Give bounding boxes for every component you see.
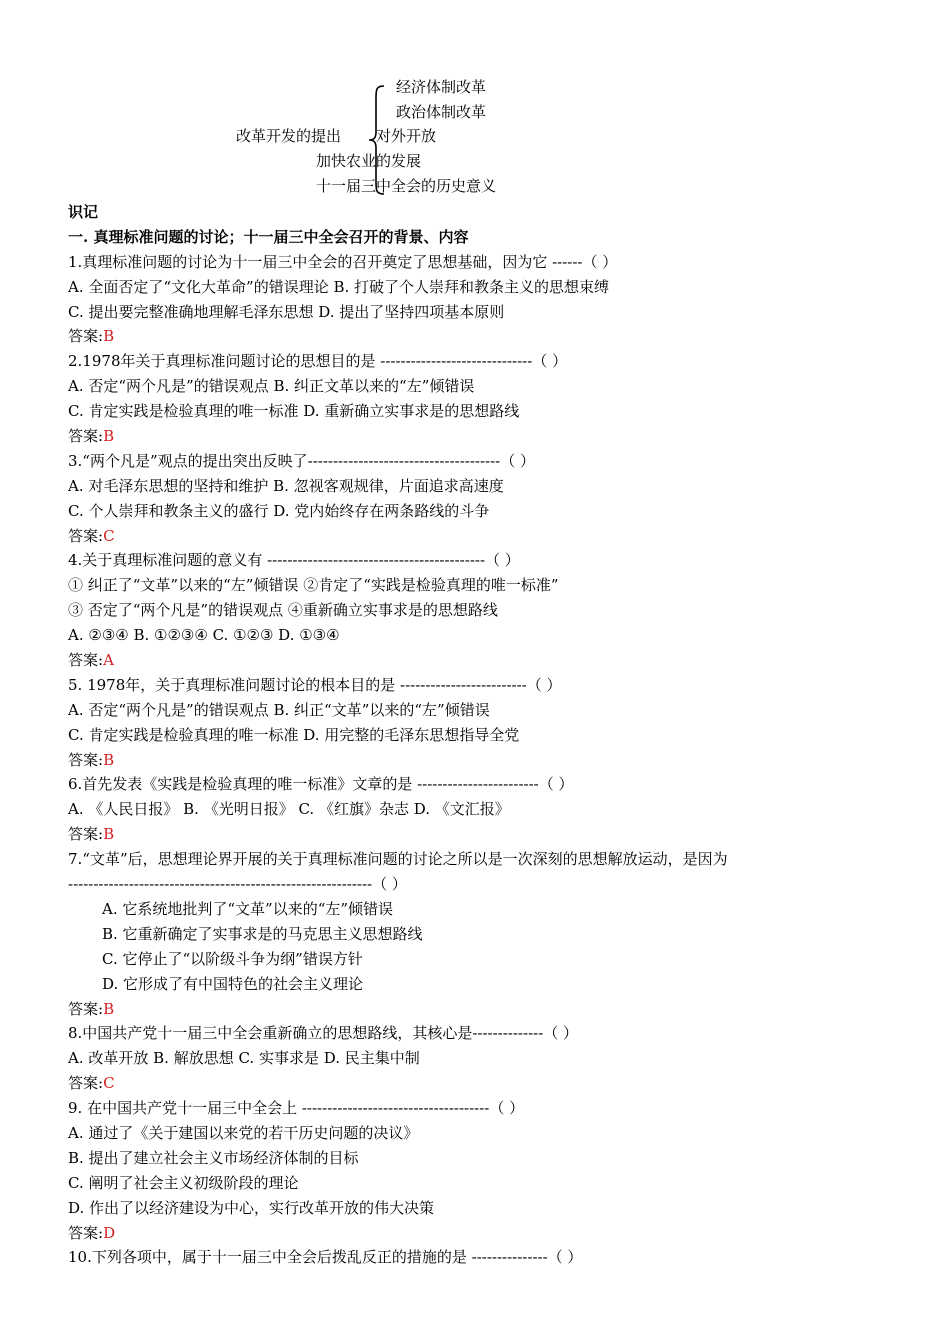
answer-label: 答案: — [68, 999, 104, 1018]
answer-value: B — [103, 750, 115, 769]
answer-value: B — [103, 427, 115, 446]
question-stem: 6.首先发表《实践是检验真理的唯一标准》文章的是 ------------------------（ ） — [68, 775, 574, 794]
answer-label: 答案: — [68, 427, 104, 446]
answer-label: 答案: — [68, 1074, 104, 1093]
question-option: A. 全面否定了“文化大革命”的错误理论 B. 打破了个人崇拜和教条主义的思想束缚 — [68, 277, 610, 296]
outline-tree — [0, 0, 950, 210]
outline-branch: 十一届三中全会的历史意义 — [316, 177, 497, 195]
question-list — [68, 200, 898, 1270]
question-option: A. 通过了《关于建国以来党的若干历史问题的决议》 — [68, 1123, 419, 1142]
question-stem: 3.“两个凡是”观点的提出突出反映了--------------------------------------（ ） — [68, 451, 536, 470]
answer-line — [68, 424, 898, 449]
question-option: B. 提出了建立社会主义市场经济体制的目标 — [68, 1148, 359, 1167]
answer-label: 答案: — [68, 651, 104, 670]
outline-branch: 政治体制改革 — [396, 103, 487, 121]
question-stem: 1.真理标准问题的讨论为十一届三中全会的召开奠定了思想基础，因为它 ------（ ） — [68, 252, 618, 271]
question-stem: 5. 1978年，关于真理标准问题讨论的根本目的是 -------------------------（ ） — [68, 675, 562, 694]
question-stem: 9. 在中国共产党十一届三中全会上 -------------------------------------（ ） — [68, 1099, 525, 1118]
answer-label: 答案: — [68, 327, 104, 346]
section-label: 识记 — [68, 203, 99, 221]
outline-branch: 加快农业的发展 — [316, 152, 422, 170]
answer-value: B — [103, 327, 115, 346]
question-option: A. 否定“两个凡是”的错误观点 B. 纠正“文革”以来的“左”倾错误 — [68, 700, 490, 719]
answer-value: C — [103, 1074, 115, 1093]
answer-value: A — [103, 651, 114, 670]
section-title: 一. 真理标准问题的讨论；十一届三中全会召开的背景、内容 — [68, 227, 469, 246]
question-option: C. 肯定实践是检验真理的唯一标准 D. 用完整的毛泽东思想指导全党 — [68, 725, 520, 744]
question-stem: 4.关于真理标准问题的意义有 -------------------------------------------（ ） — [68, 551, 520, 570]
question-option: C. 阐明了社会主义初级阶段的理论 — [68, 1173, 299, 1192]
answer-line — [68, 1071, 898, 1096]
answer-line — [68, 997, 898, 1022]
question-option: A. 改革开放 B. 解放思想 C. 实事求是 D. 民主集中制 — [68, 1049, 420, 1068]
answer-line — [68, 822, 898, 847]
answer-label: 答案: — [68, 750, 104, 769]
answer-line — [68, 1221, 898, 1246]
answer-label: 答案: — [68, 526, 104, 545]
answer-value: C — [103, 526, 115, 545]
question-stem-continued: ------------------------------------------------------------（ ） — [68, 875, 407, 894]
answer-line — [68, 648, 898, 673]
question-option: D. 它形成了有中国特色的社会主义理论 — [102, 974, 364, 993]
outline-branch: 对外开放 — [376, 127, 437, 145]
question-option: C. 肯定实践是检验真理的唯一标准 D. 重新确立实事求是的思想路线 — [68, 402, 520, 421]
question-stem: 10.下列各项中，属于十一届三中全会后拨乱反正的措施的是 ---------------（ ） — [68, 1248, 583, 1267]
question-option: ③ 否定了“两个凡是”的错误观点 ④重新确立实事求是的思想路线 — [68, 601, 498, 620]
question-option: C. 提出要完整准确地理解毛泽东思想 D. 提出了坚持四项基本原则 — [68, 302, 505, 321]
answer-value: B — [103, 999, 115, 1018]
answer-value: D — [103, 1223, 116, 1242]
answer-value: B — [103, 825, 115, 844]
outline-root: 改革开发的提出 — [236, 127, 342, 145]
answer-line — [68, 748, 898, 773]
question-option: A. 否定“两个凡是”的错误观点 B. 纠正文革以来的“左”倾错误 — [68, 377, 475, 396]
question-option: A. 《人民日报》 B. 《光明日报》 C. 《红旗》杂志 D. 《文汇报》 — [68, 800, 510, 819]
outline-branch: 经济体制改革 — [396, 78, 487, 96]
question-stem: 8.中国共产党十一届三中全会重新确立的思想路线，其核心是--------------（ ） — [68, 1024, 579, 1043]
question-option: D. 作出了以经济建设为中心，实行改革开放的伟大决策 — [68, 1198, 435, 1217]
answer-label: 答案: — [68, 1223, 104, 1242]
answer-label: 答案: — [68, 825, 104, 844]
question-option: A. 它系统地批判了“文革”以来的“左”倾错误 — [102, 899, 394, 918]
answer-line — [68, 324, 898, 349]
question-option: ① 纠正了“文革”以来的“左”倾错误 ②肯定了“实践是检验真理的唯一标准” — [68, 576, 559, 595]
question-stem: 2.1978年关于真理标准问题讨论的思想目的是 ------------------------------（ ） — [68, 352, 568, 371]
question-option: B. 它重新确定了实事求是的马克思主义思想路线 — [102, 924, 423, 943]
question-stem: 7.“文革”后，思想理论界开展的关于真理标准问题的讨论之所以是一次深刻的思想解放运动，是因为 — [68, 850, 728, 869]
question-option: A. 对毛泽东思想的坚持和维护 B. 忽视客观规律，片面追求高速度 — [68, 476, 504, 495]
question-option: C. 它停止了“以阶级斗争为纲”错误方针 — [102, 949, 363, 968]
answer-line — [68, 524, 898, 549]
question-option: C. 个人崇拜和教条主义的盛行 D. 党内始终存在两条路线的斗争 — [68, 501, 490, 520]
question-option: A. ②③④ B. ①②③④ C. ①②③ D. ①③④ — [68, 626, 340, 645]
